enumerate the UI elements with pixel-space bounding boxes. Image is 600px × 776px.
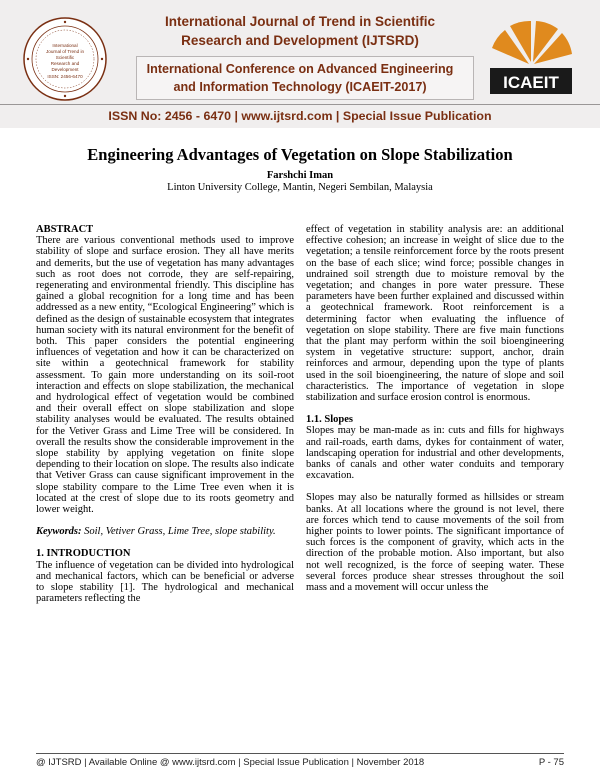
journal-header: [0, 0, 600, 128]
right-paragraph-1: effect of vegetation in stability analysis are: an additional effective cohesion; an increase in weight of slice due to the vegetation; a tensile reinforcement force by the roots present on the base of each slice; wind force; possible changes in undrained soil strength due to moisture removal by the vegetation; and changes in pore water pressure. These parameters have been further explained and discussed within a geotechnical framework. Root reinforcement is a determining factor when evaluating the influence of vegetation on slope stability. There are five main functions that the plant may perform within the soil bioengineering system in vegetative structure: support, anchor, drain reinforces and armour, depending upon the type of plants used in the soil bioengineering, the nature of slope and soil characteristics. The importance of vegetation in slope stabilization and surface erosion control is enormous.: [306, 224, 564, 404]
icaeit-logo: [486, 18, 576, 108]
paper-affiliation: Linton University College, Mantin, Negeri Sembilan, Malaysia: [167, 182, 433, 193]
slopes-paragraph-2: Slopes may also be naturally formed as hillsides or stream banks. At all locations where the ground is not level, there are forces which tend to cause movements of the soil from higher points to lower points. The significant importance of such forces is the component of gravity, which acts in the direction of the probable motion. Also important, but also not well recognized, is the force of seeping water. These several forces produce shear stresses throughout the soil mass and a movement will occur unless the: [306, 492, 564, 594]
svg-text:ICAEIT: ICAEIT: [503, 73, 559, 92]
page-number: P - 75: [538, 757, 564, 768]
svg-text:Research and: Research and: [50, 61, 80, 66]
footer-divider: [36, 753, 564, 754]
introduction-text: The influence of vegetation can be divided into hydrological and mechanical factors, which can be beneficial or adverse to slope stability [1]. The hydrological and mechanical parameters reflecting the: [36, 559, 294, 605]
svg-text:ISSN: 2456-6470: ISSN: 2456-6470: [47, 74, 83, 79]
introduction-heading: 1. INTRODUCTION: [36, 548, 131, 560]
svg-text:International: International: [52, 43, 78, 48]
issn-line: ISSN No: 2456 - 6470 | www.ijtsrd.com | Special Issue Publication: [108, 109, 492, 123]
journal-name-line1: International Journal of Trend in Scientific: [164, 14, 436, 29]
page-footer: [36, 757, 564, 768]
keywords-text: Soil, Vetiver Grass, Lime Tree, slope stability.: [84, 526, 276, 538]
footer-text: @ IJTSRD | Available Online @ www.ijtsrd.com | Special Issue Publication | November 2018: [36, 757, 425, 768]
svg-text:Scientific: Scientific: [55, 55, 75, 60]
slopes-heading: 1.1. Slopes: [306, 414, 353, 426]
keywords-label: Keywords:: [36, 526, 82, 538]
keywords-paragraph: [36, 526, 294, 537]
abstract-heading: ABSTRACT: [36, 224, 94, 235]
paper-author: Farshchi Iman: [266, 170, 334, 181]
svg-text:Journal of Trend in: Journal of Trend in: [45, 49, 85, 54]
paper-title: Engineering Advantages of Vegetation on Slope Stabilization: [87, 145, 513, 164]
conference-name-line2: and Information Technology (ICAEIT-2017): [173, 80, 427, 94]
journal-name-line2: Research and Development (IJTSRD): [181, 33, 419, 48]
right-column: [306, 224, 564, 593]
abstract-text: There are various conventional methods used to improve stability of slope and surface erosion. They all have merits and demerits, but the use of vegetation has many advantages such as root does not corrode, they are self-repairing, regenerating and environmental friendly. This discipline has gained a global recognition for a long time and has been addressed as a new entity, “Ecological Engineering” which is defined as the design of sustainable ecosystem that integrates human society with its natural environment for the benefit of both. This paper considers the potential engineering influences of vegetation and how it can be characterized on site within a geotechnical framework for stability assessment. To gain more understanding on its soil-root interaction and effects on slope stabilization, the mechanical and hydrological effect of vegetation would be combined and their overall effect on slope stabilization and slope stability analyses would be evaluated. The results obtained for the Vetiver Grass and Lime Tree will be considered. In overall the results show the considerable improvement in the slope stability by applying vegetation on finite slope depending to their location on slope. The results also indicate that Vetiver Grass can cause significant improvement in the slope stability compare to the Lime Tree even when it is located at the crest of slope due to its roots geometry and lower weight.: [36, 235, 294, 516]
conference-name-line1: International Conference on Advanced Engineering: [146, 62, 454, 76]
journal-seal-logo: [22, 16, 108, 102]
svg-text:Development: Development: [51, 67, 79, 72]
slopes-paragraph-1: Slopes may be man-made as in: cuts and fills for highways and rail-roads, earth dams, dykes for containment of water, landscaping operation for industrial and other developments, banks of canals and other water conduits and temporary excavation.: [306, 425, 564, 482]
left-column: [36, 224, 294, 605]
